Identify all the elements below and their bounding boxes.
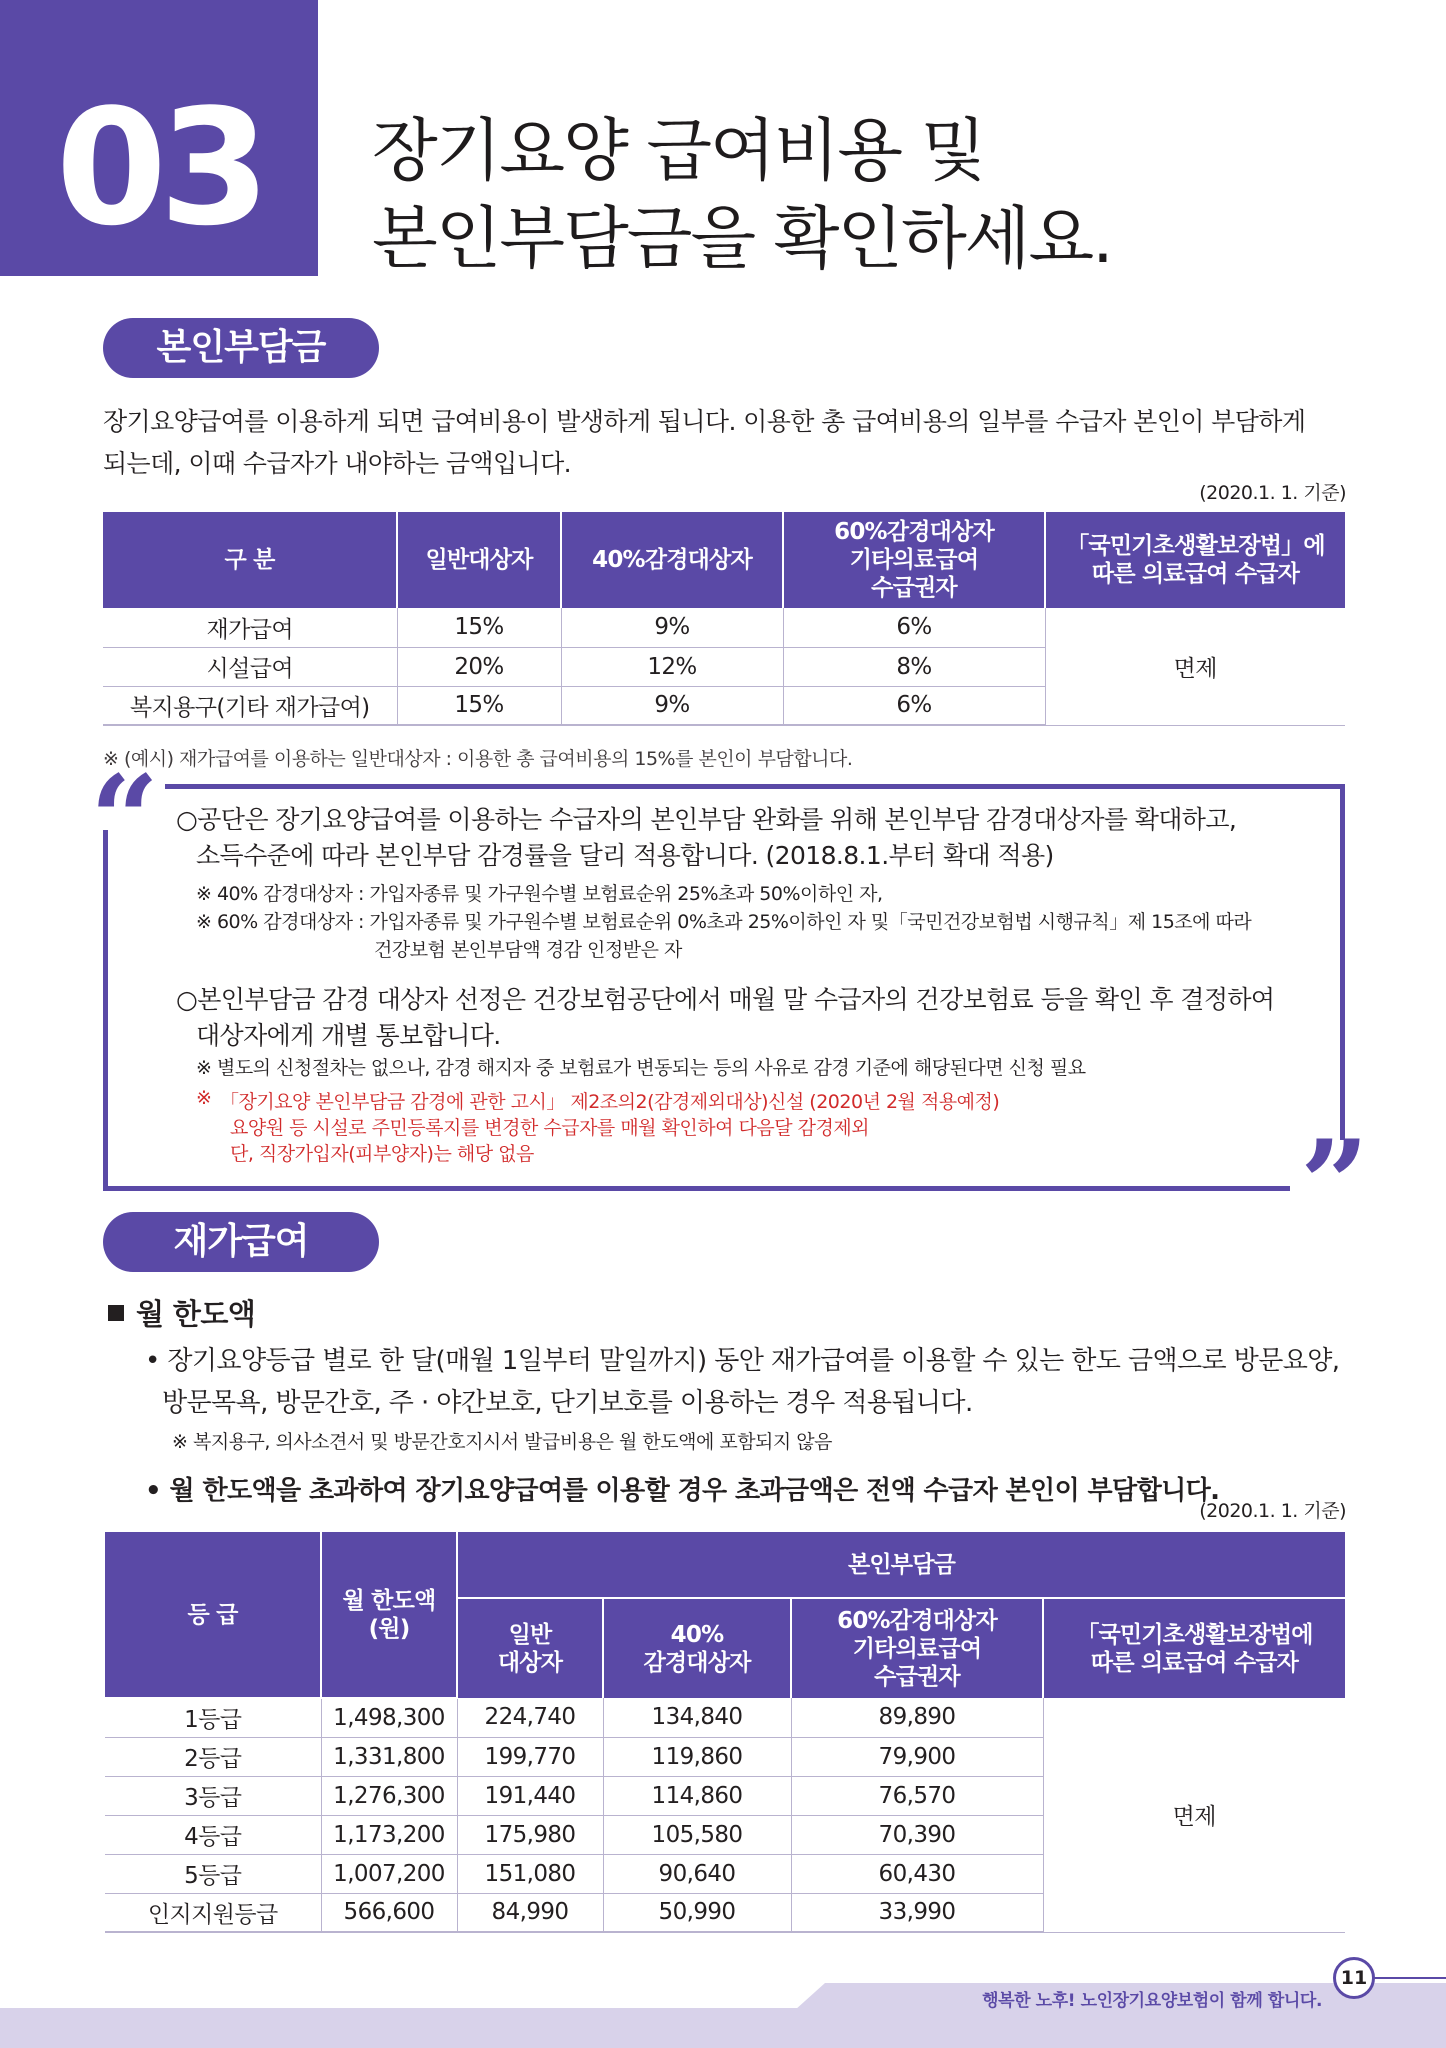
header-60pct: 60%감경대상자 기타의료급여 수급권자 bbox=[791, 1598, 1043, 1698]
amount-cell: 134,840 bbox=[603, 1698, 791, 1737]
header-basic-livelihood: 「국민기초생활보장법」에 따른 의료급여 수급자 bbox=[1045, 512, 1345, 608]
red-note-line-3: 단, 직장가입자(피부양자)는 해당 없음 bbox=[230, 1143, 534, 1165]
copay-section-pill: 본인부담금 bbox=[103, 318, 379, 378]
amount-cell: 84,990 bbox=[457, 1893, 603, 1932]
home-care-dot-2: • 월 한도액을 초과하여 장기요양급여를 이용할 경우 초과금액은 전액 수급자 본인이 부담합니다. bbox=[145, 1476, 1220, 1506]
page-title-line-2: 본인부담금을 확인하세요. bbox=[372, 200, 1112, 279]
amount-cell: 1,173,200 bbox=[321, 1815, 457, 1854]
grade-cell: 인지지원등급 bbox=[105, 1893, 321, 1932]
rate-cell: 6% bbox=[783, 608, 1045, 647]
amount-cell: 151,080 bbox=[457, 1854, 603, 1893]
header-copay: 본인부담금 bbox=[457, 1532, 1345, 1598]
amount-cell: 119,860 bbox=[603, 1737, 791, 1776]
amount-cell: 79,900 bbox=[791, 1737, 1043, 1776]
page-title bbox=[372, 108, 1422, 284]
quote-note-40pct: ※ 40% 감경대상자 : 가입자종류 및 가구원수별 보험료순위 25%초과 50%이하인 자, bbox=[196, 883, 883, 905]
rate-cell: 6% bbox=[783, 686, 1045, 725]
red-note-line-1: 「장기요양 본인부담금 감경에 관한 고시」 제2조의2(감경제외대상)신설 (2020년 2월 적용예정) bbox=[220, 1091, 1000, 1113]
header-general: 일반대상자 bbox=[397, 512, 561, 608]
amount-cell: 90,640 bbox=[603, 1854, 791, 1893]
amount-cell: 199,770 bbox=[457, 1737, 603, 1776]
rate-cell: 9% bbox=[561, 686, 783, 725]
row-label: 시설급여 bbox=[103, 647, 397, 686]
header-grade: 등 급 bbox=[105, 1532, 321, 1698]
amount-cell: 175,980 bbox=[457, 1815, 603, 1854]
amount-cell: 89,890 bbox=[791, 1698, 1043, 1737]
grade-cell: 4등급 bbox=[105, 1815, 321, 1854]
copay-example-note: ※ (예시) 재가급여를 이용하는 일반대상자 : 이용한 총 급여비용의 15%를 본인이 부담합니다. bbox=[103, 748, 853, 770]
red-note-mark: ※ bbox=[196, 1087, 212, 1109]
section-number: 03 bbox=[55, 74, 263, 261]
row-label: 복지용구(기타 재가급여) bbox=[103, 686, 397, 725]
monthly-limit-table bbox=[105, 1532, 1345, 1933]
amount-cell: 224,740 bbox=[457, 1698, 603, 1737]
exempt-cell: 면제 bbox=[1045, 608, 1345, 725]
amount-cell: 1,276,300 bbox=[321, 1776, 457, 1815]
footer-band bbox=[0, 2008, 1446, 2048]
rate-cell: 8% bbox=[783, 647, 1045, 686]
table-row bbox=[105, 1698, 1345, 1737]
footer-slogan: 행복한 노후! 노인장기요양보험이 함께 합니다. bbox=[982, 1991, 1322, 2011]
home-care-basis-date: (2020.1. 1. 기준) bbox=[1199, 1500, 1346, 1522]
copay-intro bbox=[103, 401, 1353, 485]
amount-cell: 191,440 bbox=[457, 1776, 603, 1815]
quote-bullet-1-line-2: 소득수준에 따라 본인부담 감경률을 달리 적용합니다. (2018.8.1.부터 확대 적용) bbox=[196, 841, 1054, 870]
amount-cell: 1,007,200 bbox=[321, 1854, 457, 1893]
page-title-line-1: 장기요양 급여비용 및 bbox=[372, 112, 985, 191]
amount-cell: 566,600 bbox=[321, 1893, 457, 1932]
home-care-dot-1-line-1: • 장기요양등급 별로 한 달(매월 1일부터 말일까지) 동안 재가급여를 이용할 수 있는 한도 금액으로 방문요양, bbox=[145, 1346, 1340, 1376]
copay-rate-table bbox=[103, 512, 1345, 726]
grade-cell: 3등급 bbox=[105, 1776, 321, 1815]
header-40pct: 40%감경대상자 bbox=[561, 512, 783, 608]
amount-cell: 50,990 bbox=[603, 1893, 791, 1932]
rate-cell: 20% bbox=[397, 647, 561, 686]
monthly-limit-heading: 월 한도액 bbox=[108, 1292, 255, 1333]
header-40pct: 40% 감경대상자 bbox=[603, 1598, 791, 1698]
grade-cell: 2등급 bbox=[105, 1737, 321, 1776]
header-monthly-limit: 월 한도액 (원) bbox=[321, 1532, 457, 1698]
amount-cell: 60,430 bbox=[791, 1854, 1043, 1893]
header-basic-livelihood: 「국민기초생활보장법에 따른 의료급여 수급자 bbox=[1043, 1598, 1345, 1698]
home-care-note: ※ 복지용구, 의사소견서 및 방문간호지시서 발급비용은 월 한도액에 포함되지 않음 bbox=[172, 1431, 832, 1453]
header-category: 구 분 bbox=[103, 512, 397, 608]
open-quote-icon: “ bbox=[90, 749, 160, 890]
grade-cell: 5등급 bbox=[105, 1854, 321, 1893]
amount-cell: 33,990 bbox=[791, 1893, 1043, 1932]
copay-intro-line-1: 장기요양급여를 이용하게 되면 급여비용이 발생하게 됩니다. 이용한 총 급여비용의 일부를 수급자 본인이 부담하게 bbox=[103, 407, 1306, 436]
table-header-row bbox=[105, 1532, 1345, 1598]
row-label: 재가급여 bbox=[103, 608, 397, 647]
header-general: 일반 대상자 bbox=[457, 1598, 603, 1698]
header-60pct: 60%감경대상자 기타의료급여 수급권자 bbox=[783, 512, 1045, 608]
red-note-line-2: 요양원 등 시설로 주민등록지를 변경한 수급자를 매월 확인하여 다음달 감경제외 bbox=[230, 1117, 870, 1139]
rate-cell: 12% bbox=[561, 647, 783, 686]
quote-note-60pct-cont: 건강보험 본인부담액 경감 인정받은 자 bbox=[374, 939, 682, 961]
quote-note-application: ※ 별도의 신청절차는 없으나, 감경 해지자 중 보험료가 변동되는 등의 사유로 감경 기준에 해당된다면 신청 필요 bbox=[196, 1057, 1086, 1079]
amount-cell: 76,570 bbox=[791, 1776, 1043, 1815]
rate-cell: 15% bbox=[397, 608, 561, 647]
home-care-dot-1-line-2: 방문목욕, 방문간호, 주 · 야간보호, 단기보호를 이용하는 경우 적용됩니다. bbox=[162, 1388, 973, 1418]
page-number: 11 bbox=[1333, 1957, 1375, 1999]
table-row bbox=[103, 608, 1345, 647]
amount-cell: 1,498,300 bbox=[321, 1698, 457, 1737]
copay-basis-date: (2020.1. 1. 기준) bbox=[1199, 482, 1346, 504]
rate-cell: 15% bbox=[397, 686, 561, 725]
home-care-section-pill: 재가급여 bbox=[103, 1212, 379, 1272]
exempt-cell: 면제 bbox=[1043, 1698, 1345, 1932]
amount-cell: 70,390 bbox=[791, 1815, 1043, 1854]
close-quote-icon: ” bbox=[1300, 1114, 1370, 1255]
amount-cell: 1,331,800 bbox=[321, 1737, 457, 1776]
grade-cell: 1등급 bbox=[105, 1698, 321, 1737]
copay-intro-line-2: 되는데, 이때 수급자가 내야하는 금액입니다. bbox=[103, 449, 571, 478]
rate-cell: 9% bbox=[561, 608, 783, 647]
quote-bullet-1-line-1: ○공단은 장기요양급여를 이용하는 수급자의 본인부담 완화를 위해 본인부담 감경대상자를 확대하고, bbox=[176, 805, 1237, 834]
square-bullet-icon bbox=[108, 1305, 124, 1321]
amount-cell: 105,580 bbox=[603, 1815, 791, 1854]
amount-cell: 114,860 bbox=[603, 1776, 791, 1815]
table-header-row bbox=[103, 512, 1345, 608]
quote-bullet-2-line-1: ○본인부담금 감경 대상자 선정은 건강보험공단에서 매월 말 수급자의 건강보험료 등을 확인 후 결정하여 bbox=[176, 985, 1275, 1014]
quote-bullet-2-line-2: 대상자에게 개별 통보합니다. bbox=[196, 1021, 501, 1050]
quote-note-60pct: ※ 60% 감경대상자 : 가입자종류 및 가구원수별 보험료순위 0%초과 25%이하인 자 및「국민건강보험법 시행규칙」제 15조에 따라 bbox=[196, 911, 1252, 933]
